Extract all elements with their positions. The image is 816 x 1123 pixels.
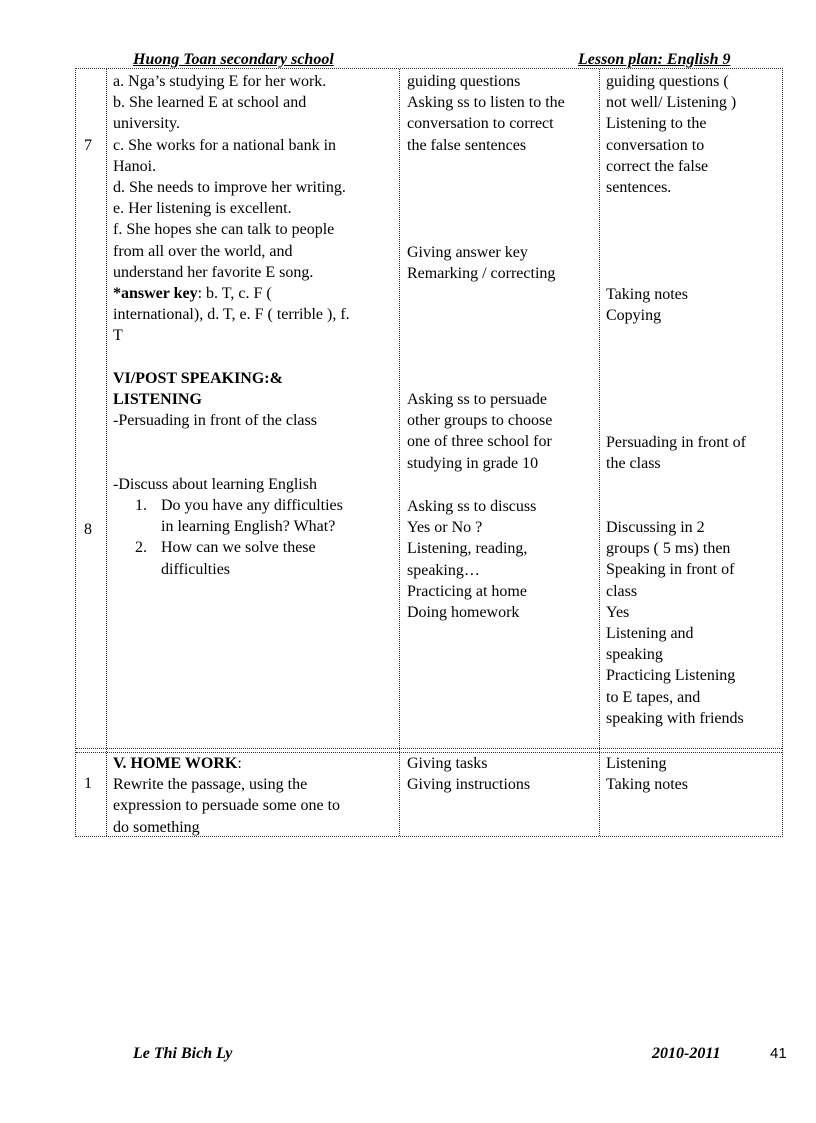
list-line: Do you have any difficulties	[161, 497, 343, 514]
student-line: speaking	[606, 646, 663, 664]
row-number: 7	[84, 137, 92, 154]
column-divider	[399, 69, 400, 836]
student-line: Taking notes	[606, 286, 688, 303]
content-line: Rewrite the passage, using the	[113, 776, 308, 794]
teacher-line: Giving answer key	[407, 244, 528, 261]
row7-content	[113, 71, 350, 347]
student-line: correct the false	[606, 157, 709, 175]
teacher-line: the false sentences	[407, 136, 527, 154]
content-line: from all over the world, and	[113, 242, 293, 260]
column-divider	[106, 69, 107, 836]
footer-year: 2010-2011	[652, 1045, 721, 1062]
content-line: -Discuss about learning English	[113, 476, 317, 493]
teacher-line: Asking ss to listen to the	[407, 94, 565, 112]
content-line: understand her favorite E song.	[113, 263, 314, 281]
teacher-line: Giving tasks	[407, 755, 488, 772]
row8-content	[113, 368, 317, 432]
student-line: Speaking in front of	[606, 561, 735, 579]
teacher-line: studying in grade 10	[407, 454, 539, 472]
content-line: b. She learned E at school and	[113, 94, 307, 112]
student-line: class	[606, 582, 638, 600]
content-line: -Persuading in front of the class	[113, 412, 317, 430]
answer-key-text: : b. T, c. F (	[197, 285, 272, 303]
student-line: Persuading in front of	[606, 434, 746, 451]
teacher-line: conversation to correct	[407, 115, 554, 133]
header-school: Huong Toan secondary school	[133, 51, 334, 68]
list-number: 1.	[135, 497, 147, 514]
student-line: to E tapes, and	[606, 688, 701, 706]
row1-student	[606, 753, 688, 795]
student-line: the class	[606, 455, 661, 473]
teacher-line: Asking ss to persuade	[407, 391, 547, 408]
row8-student-discuss	[606, 517, 744, 729]
row7-student	[606, 71, 736, 198]
row-number: 8	[84, 521, 92, 538]
list-item	[135, 495, 343, 537]
row8-teacher-discuss	[407, 496, 536, 623]
content-line: Hanoi.	[113, 157, 157, 175]
list-line: in learning English? What?	[161, 518, 336, 536]
lesson-table	[75, 68, 783, 837]
student-line: Copying	[606, 307, 662, 325]
section-heading: V. HOME WORK:	[113, 755, 242, 772]
content-line: a. Nga’s studying E for her work.	[113, 73, 327, 90]
footer-author: Le Thi Bich Ly	[133, 1045, 233, 1062]
row7-student-notes	[606, 284, 688, 326]
content-line: expression to persuade some one to	[113, 797, 341, 815]
content-line: d. She needs to improve her writing.	[113, 179, 346, 197]
student-line: not well/ Listening )	[606, 94, 737, 112]
numbered-list	[135, 495, 343, 580]
student-line: Listening to the	[606, 115, 707, 133]
student-line: Taking notes	[606, 776, 688, 794]
student-line: Practicing Listening	[606, 667, 736, 685]
list-item	[135, 537, 343, 579]
row-number: 1	[84, 775, 92, 792]
teacher-line: Yes or No ?	[407, 519, 483, 537]
column-divider	[599, 69, 600, 836]
student-line: guiding questions (	[606, 73, 729, 90]
teacher-line: other groups to choose	[407, 412, 553, 430]
content-line: do something	[113, 818, 200, 836]
content-line: c. She works for a national bank in	[113, 136, 337, 154]
row1-teacher	[407, 753, 530, 795]
student-line: Yes	[606, 603, 630, 621]
teacher-line: Giving instructions	[407, 776, 531, 794]
teacher-line: Remarking / correcting	[407, 265, 556, 283]
section-heading: VI/POST SPEAKING:&	[113, 370, 283, 387]
teacher-line: Asking ss to discuss	[407, 498, 537, 515]
teacher-line: Doing homework	[407, 604, 520, 622]
content-line: T	[113, 327, 123, 345]
list-line: difficulties	[161, 560, 231, 578]
content-line: university.	[113, 115, 180, 133]
header-lesson-plan: Lesson plan: English 9	[578, 51, 731, 68]
content-line: f. She hopes she can talk to people	[113, 221, 335, 239]
row8-discuss	[113, 474, 317, 495]
teacher-line: guiding questions	[407, 73, 521, 90]
content-line: e. Her listening is excellent.	[113, 200, 292, 218]
row7-teacher-answer	[407, 242, 555, 284]
student-line: speaking with friends	[606, 709, 744, 727]
row8-student-persuade	[606, 432, 746, 474]
list-line: How can we solve these	[161, 539, 316, 557]
student-line: Listening	[606, 755, 667, 772]
list-number: 2.	[135, 539, 147, 557]
student-line: conversation to	[606, 136, 705, 154]
row1-content	[113, 753, 340, 838]
row7-teacher	[407, 71, 565, 156]
student-line: Listening and	[606, 625, 694, 643]
student-line: groups ( 5 ms) then	[606, 540, 731, 558]
section-heading: LISTENING	[113, 391, 202, 409]
row8-teacher-persuade	[407, 389, 552, 474]
answer-key-label: *answer key	[113, 285, 198, 303]
student-line: Discussing in 2	[606, 519, 705, 536]
content-line: international), d. T, e. F ( terrible ), f.	[113, 306, 350, 324]
page-number: 41	[770, 1045, 787, 1062]
teacher-line: one of three school for	[407, 433, 552, 451]
answer-key-line	[113, 283, 350, 304]
teacher-line: Listening, reading,	[407, 540, 528, 558]
teacher-line: Practicing at home	[407, 582, 527, 600]
student-line: sentences.	[606, 179, 672, 197]
teacher-line: speaking…	[407, 561, 480, 579]
